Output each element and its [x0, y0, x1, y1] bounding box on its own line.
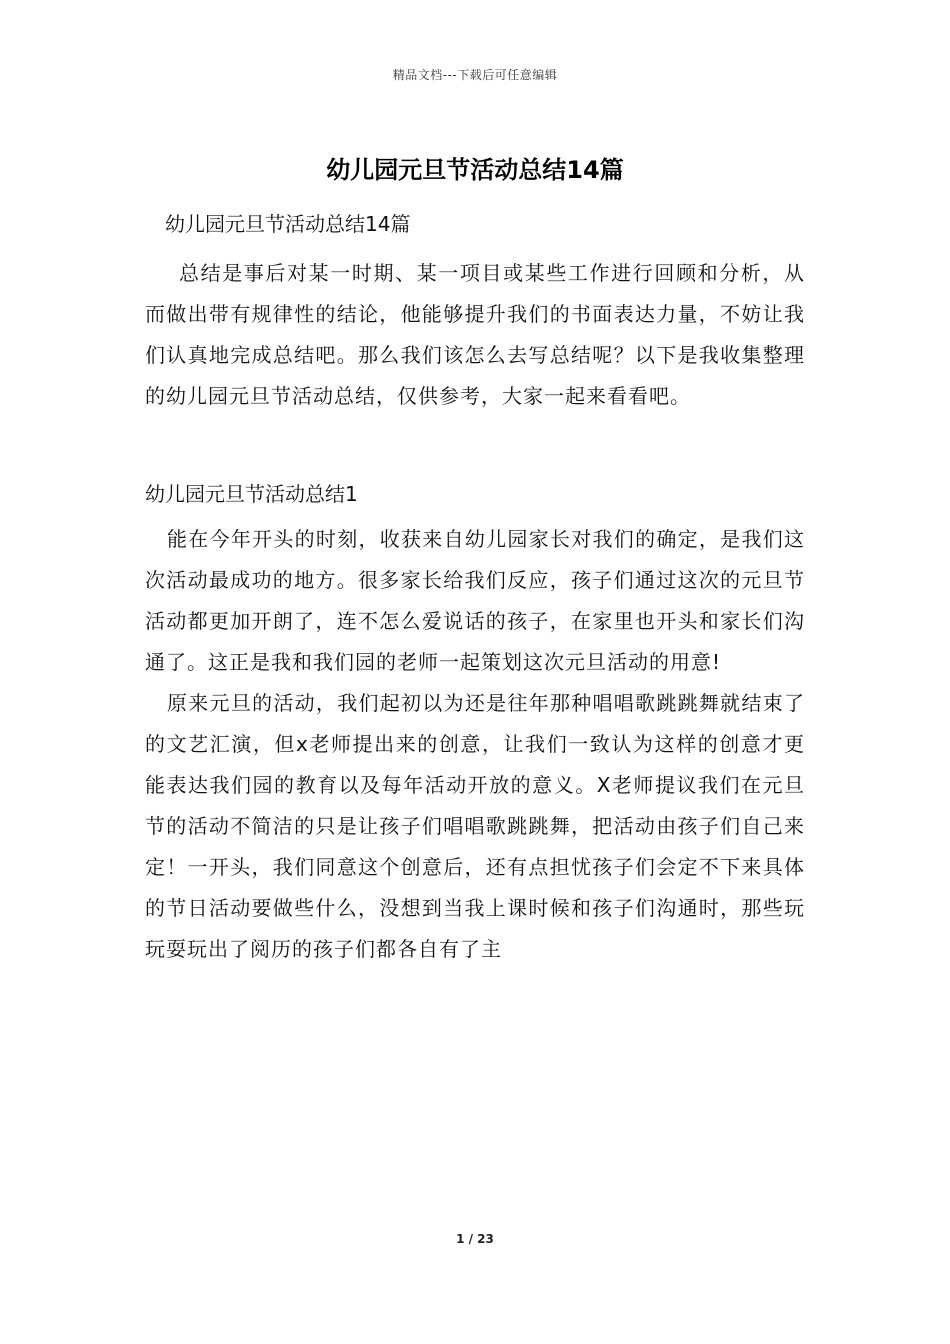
- body-paragraph-1: 能在今年开头的时刻，收获来自幼儿园家长对我们的确定，是我们这次活动最成功的地方。很多家长给我们反应，孩子们通过这次的元旦节活动都更加开朗了，连不怎么爱说话的孩子，在家里也开头和家长们沟通了。这正是我和我们园的老师一起策划这次元旦活动的用意!: [145, 527, 805, 674]
- document-body: [145, 205, 805, 970]
- section-heading: 幼儿园元旦节活动总结1: [145, 482, 358, 506]
- page-number: 1 / 23: [456, 1232, 494, 1246]
- intro-paragraph: 总结是事后对某一时期、某一项目或某些工作进行回顾和分析，从而做出带有规律性的结论，他能够提升我们的书面表达力量，不妨让我们认真地完成总结吧。那么我们该怎么去写总结呢？以下是我收集整理的幼儿园元旦节活动总结，仅供参考，大家一起来看看吧。: [145, 261, 805, 408]
- document-title: 幼儿园元旦节活动总结14篇: [326, 156, 624, 184]
- header-note: 精品文档---下载后可任意编辑: [392, 68, 558, 82]
- body-paragraph-2: 原来元旦的活动，我们起初以为还是往年那种唱唱歌跳跳舞就结束了的文艺汇演，但x老师提出来的创意，让我们一致认为这样的创意才更能表达我们园的教育以及每年活动开放的意义。X老师提议我们在元旦节的活动不简洁的只是让孩子们唱唱歌跳跳舞，把活动由孩子们自己来定！一开头，我们同意这个创意后，还有点担忧孩子们会定不下来具体的节日活动要做些什么，没想到当我上课时候和孩子们沟通时，那些玩玩耍玩出了阅历的孩子们都各自有了主: [145, 691, 805, 961]
- document-subtitle: 幼儿园元旦节活动总结14篇: [165, 212, 411, 236]
